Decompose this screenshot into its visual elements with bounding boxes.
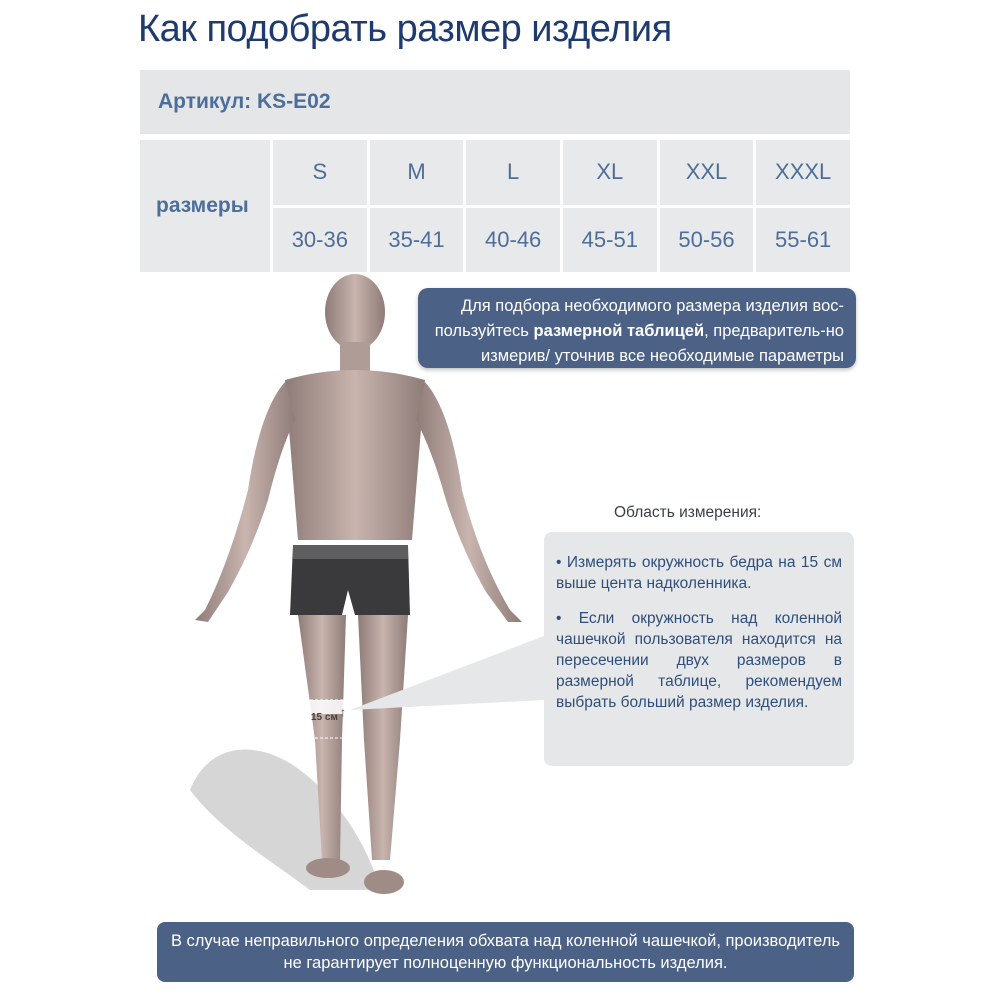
size-header-xxxl: XXXL xyxy=(756,140,850,205)
measurement-bullet-2: • Если окружность над коленной чашечкой пользователя находится на пересечении двух размеров в размерной таблице, рекомендуем выбрать больший размер изделия. xyxy=(556,610,842,711)
figure-left-arm xyxy=(195,382,295,622)
figure-torso xyxy=(285,370,425,540)
figure-right-foot xyxy=(364,870,404,894)
size-table xyxy=(140,140,850,272)
article-bar xyxy=(140,70,850,134)
figure-head xyxy=(325,274,385,350)
measurement-area-heading: Область измерения: xyxy=(614,504,762,521)
figure-shadow xyxy=(190,750,380,890)
info-text-bold: размерной таблицей xyxy=(533,322,705,340)
figure-right-arm xyxy=(416,382,522,622)
figure-right-leg xyxy=(358,615,408,860)
figure-shorts-waistband xyxy=(293,545,408,559)
figure-neck xyxy=(340,342,370,372)
size-header-m: M xyxy=(370,140,464,205)
warning-box xyxy=(157,922,854,982)
body-figure-illustration xyxy=(150,270,610,920)
size-row-label: размеры xyxy=(140,140,270,272)
size-header-l: L xyxy=(466,140,560,205)
article-label: Артикул: KS-E02 xyxy=(158,90,331,113)
measurement-instructions-box xyxy=(544,532,854,766)
page-title: Как подобрать размер изделия xyxy=(138,8,672,50)
warning-text: В случае неправильного определения обхвата над коленной чашечкой, производитель не гарантирует полноценную функциональность изделия. xyxy=(170,932,841,972)
size-range-xl: 45-51 xyxy=(563,208,657,273)
size-header-xxl: XXL xyxy=(660,140,754,205)
info-text-suffix: , предваритель-но измерив/ уточнив все необходимые параметры xyxy=(480,322,844,365)
size-range-xxxl: 55-61 xyxy=(756,208,850,273)
size-range-s: 30-36 xyxy=(273,208,367,273)
size-header-s: S xyxy=(273,140,367,205)
size-range-l: 40-46 xyxy=(466,208,560,273)
size-header-xl: XL xyxy=(563,140,657,205)
size-range-m: 35-41 xyxy=(370,208,464,273)
measurement-marker-label: 15 см xyxy=(311,712,338,723)
size-range-xxl: 50-56 xyxy=(660,208,754,273)
figure-left-foot xyxy=(306,858,350,878)
arrow-up-icon: ↑ xyxy=(340,705,346,719)
info-text-prefix: Для подбора необходимого размера изделия вос-пользуйтесь xyxy=(434,297,844,340)
measurement-bullet-1: • Измерять окружность бедра на 15 см выше цента надколенника. xyxy=(556,554,842,592)
